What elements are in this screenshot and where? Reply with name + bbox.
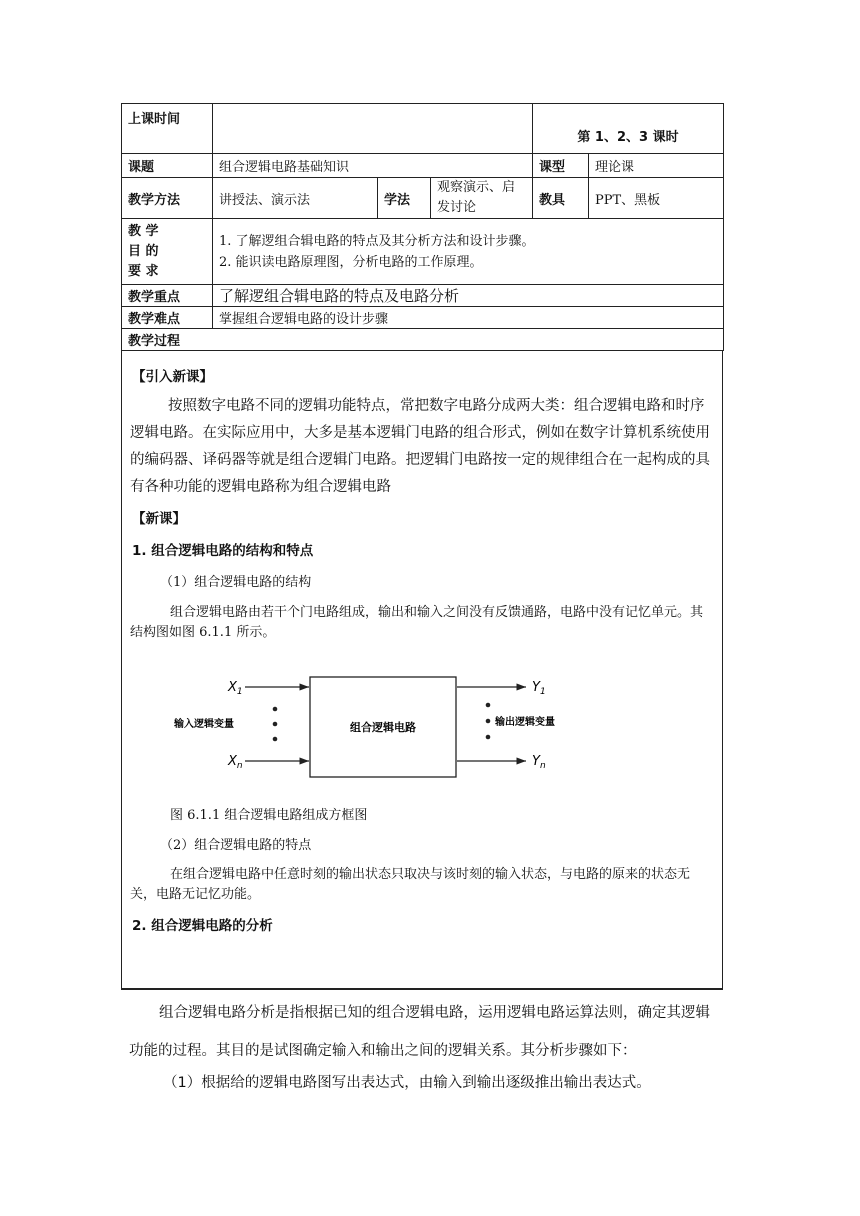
output-dot <box>486 735 491 740</box>
topic-value: 组合逻辑电路基础知识 <box>213 154 533 178</box>
difficulty-value: 掌握组合逻辑电路的设计步骤 <box>213 307 724 329</box>
analysis-step-1: （1）根据给的逻辑电路图写出表达式，由输入到输出逐级推出输出表达式。 <box>163 1075 651 1091</box>
figure-caption: 图 6.1.1 组合逻辑电路组成方框图 <box>170 808 368 823</box>
tools-value: PPT、黑板 <box>589 178 724 219</box>
input-dot <box>273 707 278 712</box>
topic-label: 课题 <box>122 154 213 178</box>
block-label: 组合逻辑电路 <box>350 721 416 734</box>
goal-1: 1. 了解逻组合辑电路的特点及其分析方法和设计步骤。 <box>219 233 535 249</box>
type-value: 理论课 <box>589 154 724 178</box>
class-time-label: 上课时间 <box>122 104 213 154</box>
intro-paragraph: 按照数字电路不同的逻辑功能特点，常把数字电路分成两大类：组合逻辑电路和时序逻辑电路。在实际应用中，大多是基本逻辑门电路的组合形式，例如在数字计算机系统使用的编码器、译码器等就是组合逻辑门电路。把逻辑门电路按一定的规律组合在一起构成的具有各种功能的逻辑电路称为组合逻辑电路 <box>130 398 710 495</box>
method-label: 教学方法 <box>122 178 213 219</box>
output-dot <box>486 703 491 708</box>
goal-2: 2. 能识读电路原理图，分析电路的工作原理。 <box>219 254 483 270</box>
difficulty-label: 教学难点 <box>122 307 213 329</box>
input-xn-label: $X_n$ <box>228 754 243 771</box>
new-lesson-heading: 【新课】 <box>132 511 186 527</box>
teaching-process <box>121 351 723 990</box>
goal-value <box>213 219 724 285</box>
output-variables-label: 输出逻辑变量 <box>495 717 555 728</box>
periods: 第 1、2、3 课时 <box>533 104 724 154</box>
goal-label <box>122 219 213 285</box>
subsection-1-paragraph: 组合逻辑电路由若干个门电路组成，输出和输入之间没有反馈通路，电路中没有记忆单元。其结构图如图 6.1.1 所示。 <box>130 605 704 640</box>
output-yn-label: $Y_n$ <box>532 754 546 771</box>
input-dot <box>273 737 278 742</box>
goal-label-3: 要 求 <box>128 263 159 279</box>
header-table <box>121 103 724 351</box>
output-dot <box>486 719 491 724</box>
subsection-2-paragraph: 在组合逻辑电路中任意时刻的输出状态只取决与该时刻的输入状态，与电路的原来的状态无关，电路无记忆功能。 <box>130 867 691 902</box>
intro-heading: 【引入新课】 <box>132 369 213 385</box>
process-label: 教学过程 <box>122 329 724 351</box>
method-value: 讲授法、演示法 <box>213 178 378 219</box>
type-label: 课型 <box>533 154 589 178</box>
section-2-title: 2. 组合逻辑电路的分析 <box>132 918 273 934</box>
section-1-title: 1. 组合逻辑电路的结构和特点 <box>132 543 314 559</box>
input-x1-label: $X_1$ <box>228 680 243 697</box>
input-dot <box>273 722 278 727</box>
tools-label: 教具 <box>533 178 589 219</box>
goal-label-1: 教 学 <box>128 223 159 239</box>
block-diagram <box>160 669 580 789</box>
study-label: 学法 <box>378 178 431 219</box>
lesson-plan-page <box>121 103 723 990</box>
study-value: 观察演示、启发讨论 <box>431 178 533 219</box>
key-value: 了解逻组合辑电路的特点及电路分析 <box>213 285 724 307</box>
key-label: 教学重点 <box>122 285 213 307</box>
output-y1-label: $Y_1$ <box>532 680 546 697</box>
analysis-continuation <box>129 994 713 1094</box>
subsection-1-title: （1）组合逻辑电路的结构 <box>160 575 312 590</box>
input-variables-label: 输入逻辑变量 <box>174 719 234 730</box>
goal-label-2: 目 的 <box>128 243 159 259</box>
subsection-2-title: （2）组合逻辑电路的特点 <box>160 838 312 853</box>
section-2-paragraph: 组合逻辑电路分析是指根据已知的组合逻辑电路，运用逻辑电路运算法则，确定其逻辑功能的过程。其目的是试图确定输入和输出之间的逻辑关系。其分析步骤如下： <box>129 1005 710 1059</box>
class-time-value <box>213 104 533 154</box>
